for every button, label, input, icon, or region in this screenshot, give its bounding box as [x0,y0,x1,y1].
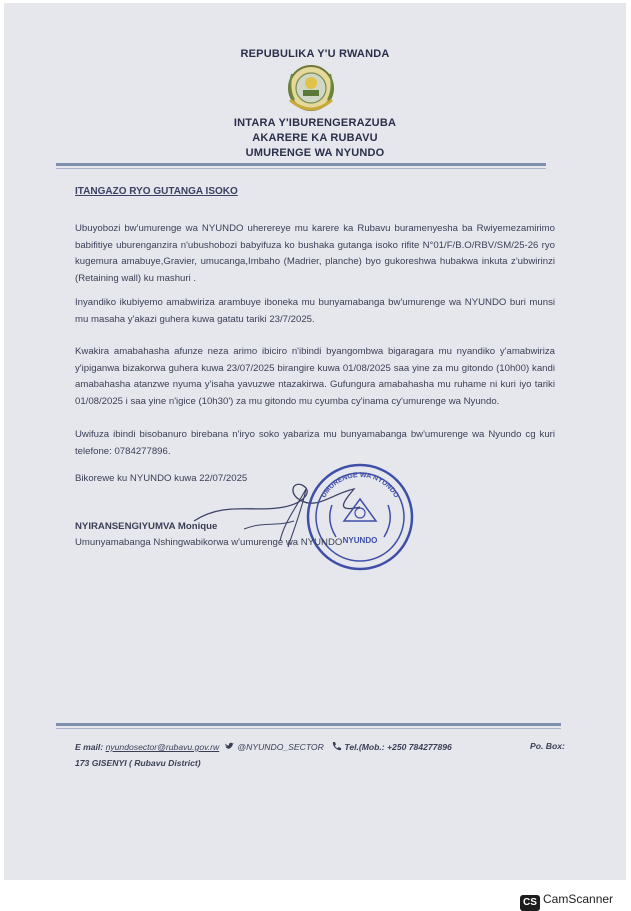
footer-contact-line [75,741,452,752]
email-link[interactable]: nyundosector@rubavu.gov.rw [105,742,220,752]
country-heading: REPUBULIKA Y'U RWANDA [240,48,390,60]
social-handle[interactable]: @NYUNDO_SECTOR [237,742,324,752]
email-label: E mail: [75,742,104,752]
footer-rule-thin [56,728,561,729]
camscanner-brand-text: CamScanner [543,892,614,906]
header-rule [56,163,546,166]
svg-text:UMURENGE WA NYUNDO [320,472,399,500]
pobox-label-text: Po. Box: [530,741,565,751]
notice-paragraph-2: Inyandiko ikubiyemo amabwiriza arambuye iboneka mu bunyamabanga bw'umurenge wa NYUNDO buri munsi mu masaha y'akazi guhera kuwa gatatu tariki 23/7/2025. [75,297,555,325]
phone-icon [331,741,342,752]
stamp-top-text: UMURENGE WA NYUNDO [320,471,400,500]
pobox-address [75,758,201,768]
signatory-role: Umunyamabanga Nshingwabikorwa w'umurenge wa NYUNDO [75,537,343,548]
date-line: Bikorewe ku NYUNDO kuwa 22/07/2025 [75,473,248,484]
header-rule-thin [56,168,546,169]
footer-rule [56,723,561,726]
twitter-icon [224,741,235,752]
camscanner-watermark [520,892,613,911]
pobox-address-text: 173 GISENYI ( Rubavu District) [75,758,201,768]
notice-paragraph-3: Kwakira amabahasha afunze neza arimo ibiciro n'ibindi byangombwa bigaragara mu nyandiko y'amabwiriza y'ipiganwa bizakorwa guhera kuwa 23/07/2025 birangire kuwa 01/08/2025 saa yine za mu gitondo (10h00) kandi amabahasha atanzwe nyuma y'isaha yavuzwe ntazakirwa. Gufungura amabahasha mu ruhame ni kuri iyo tariki 01/08/2025 i saa yine n'igice (10h30') za mu gitondo mu cyumba cy'inama cy'umurenge wa Nyundo. [75,346,555,407]
pobox-label [530,741,565,751]
document-page [4,3,626,880]
official-stamp-icon [304,461,416,573]
signatory-name: NYIRANSENGIYUMVA Monique [75,521,218,532]
province-heading: INTARA Y'IBURENGERAZUBA [233,117,397,129]
sector-heading: UMURENGE WA NYUNDO [245,147,385,159]
phone-number: Tel.(Mob.: +250 784277896 [344,742,452,752]
notice-paragraph-4: Uwifuza ibindi bisobanuro birebana n'iryo soko yabariza mu bunyamabanga bw'umurenge wa Nyundo cg kuri telefone: 0784277896. [75,429,555,457]
district-heading: AKARERE KA RUBAVU [252,132,378,144]
notice-paragraph-1: Ubuyobozi bw'umurenge wa NYUNDO uherereye mu karere ka Rubavu buramenyesha ba Rwiyemezamirimo babifitiye uburenganzira n'ubushobozi babyifuza ko bushaka gutanga isoko rifite N°01/F/B.O/RBV/SM/25-26 ryo kugemura amabuye,Gravier, umucanga,Imbaho (Madrier, planche) byo gukoreshwa hubakwa inkuta z'ubwirinzi (Retaining wall) ku mashuri . [75,223,555,284]
camscanner-logo-icon: CS [520,895,540,911]
notice-title: ITANGAZO RYO GUTANGA ISOKO [75,186,238,197]
stamp-center-text: NYUNDO [342,536,378,545]
rwanda-emblem-icon [282,60,340,116]
